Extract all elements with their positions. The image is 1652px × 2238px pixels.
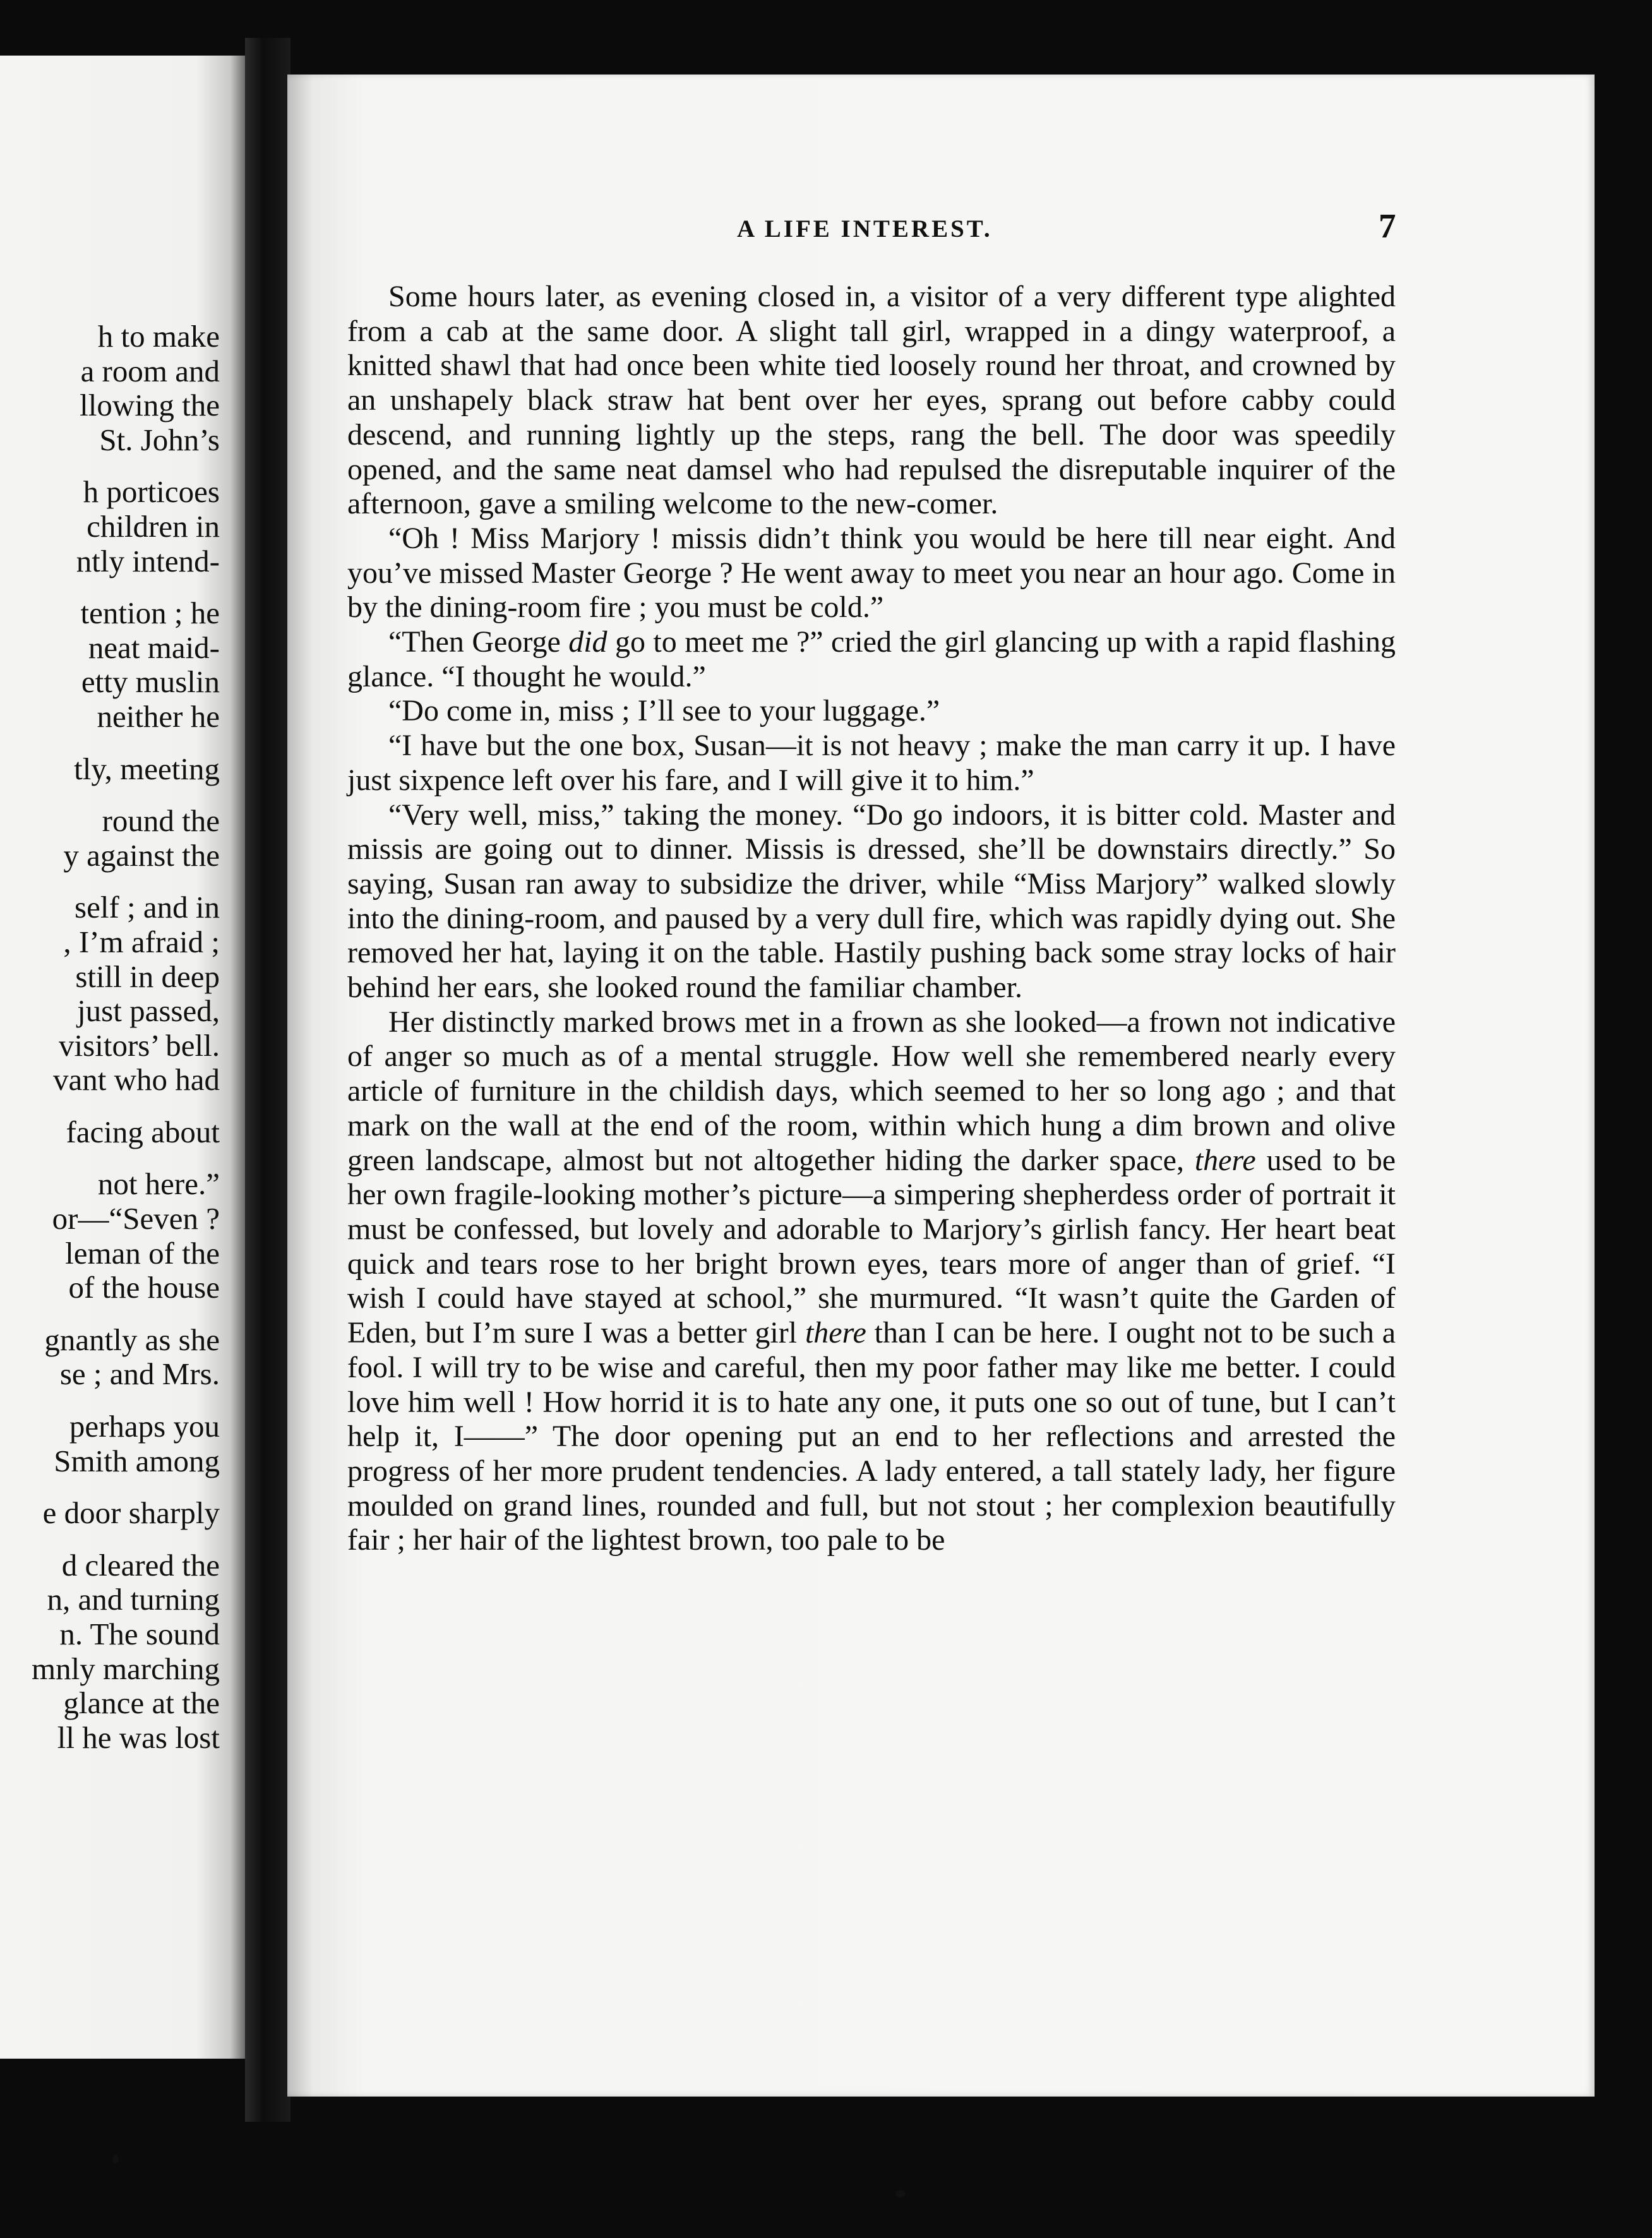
left-page-line: ll he was lost bbox=[57, 1720, 220, 1755]
left-page-line bbox=[32, 457, 220, 475]
left-page-line: d cleared the bbox=[61, 1547, 220, 1583]
page-number: 7 bbox=[1379, 206, 1396, 245]
left-page-line bbox=[32, 873, 220, 890]
left-page-line: e door sharply bbox=[42, 1495, 220, 1531]
body-text bbox=[347, 280, 1396, 1558]
left-page-line: leman of the bbox=[65, 1235, 220, 1271]
left-page-line bbox=[32, 1149, 220, 1167]
scan-speck bbox=[112, 2155, 119, 2163]
left-page-line: Smith among bbox=[54, 1443, 220, 1478]
left-page-line: , I’m afraid ; bbox=[63, 924, 220, 959]
left-page-line: gnantly as she bbox=[44, 1322, 220, 1357]
left-page-line bbox=[32, 1478, 220, 1496]
left-page-line: h to make bbox=[97, 319, 220, 354]
paragraph: “I have but the one box, Susan—it is not heavy ; make the man carry it up. I have just sixpence left over his fare, and I will give it to him.” bbox=[347, 729, 1396, 797]
left-page-line: just passed, bbox=[77, 993, 220, 1029]
left-page-line: neither he bbox=[97, 698, 220, 734]
left-page-line: ntly intend- bbox=[76, 543, 220, 578]
scan-speck bbox=[895, 2190, 906, 2198]
left-page-line bbox=[32, 1531, 220, 1548]
left-page-line: y against the bbox=[63, 837, 220, 873]
left-page-text bbox=[32, 320, 220, 1755]
left-page-line bbox=[32, 578, 220, 596]
left-page-line: tention ; he bbox=[80, 595, 220, 631]
paragraph: “Very well, miss,” taking the money. “Do go indoors, it is bitter cold. Master and missis are going out to dinner. Missis is dressed, she’ll be downstairs directly.” So saying, Susan ran away to subsidize the driver, while “Miss Marjory” walked slowly into the dining-room, and paused by a very dull fire, which was rapidly dying out. She removed her hat, laying it on the table. Hastily pushing back some stray locks of hair behind her ears, she looked round the familiar chamber. bbox=[347, 798, 1396, 1005]
left-page-line: perhaps you bbox=[69, 1409, 220, 1444]
left-page-line: se ; and Mrs. bbox=[59, 1356, 220, 1392]
left-page-line: llowing the bbox=[80, 388, 220, 423]
left-page-line: etty muslin bbox=[81, 664, 220, 700]
left-page-line: round the bbox=[102, 803, 220, 839]
book-gutter bbox=[245, 38, 290, 2122]
left-page-line: still in deep bbox=[75, 959, 220, 994]
left-page-line: self ; and in bbox=[75, 890, 220, 925]
page-header bbox=[287, 206, 1595, 256]
paragraph: “Do come in, miss ; I’ll see to your luggage.” bbox=[388, 694, 940, 728]
left-page-line: glance at the bbox=[63, 1685, 220, 1721]
left-page-line: h porticoes bbox=[83, 474, 220, 510]
paragraph: Some hours later, as evening closed in, a visitor of a very different type alighted from a cab at the same door. A slight tall girl, wrapped in a dingy waterproof, a knitted shawl that had once been white tied loosely round her throat, and crowned by an unshapely black straw hat bent over her eyes, sprang out before cabby could descend, and running lightly up the steps, rang the bell. The door was speedily opened, and the same neat damsel who had repulsed the disreputable inquirer of the afternoon, gave a smiling welcome to the new-comer. bbox=[347, 280, 1396, 521]
left-facing-page bbox=[0, 56, 245, 2059]
left-page-line: n, and turning bbox=[47, 1582, 220, 1617]
paragraph: Her distinctly marked brows met in a frown as she looked—a frown not indicative of anger so much as of a mental struggle. How well she remembered nearly every article of furniture in the childish days, which seemed to her so long ago ; and that mark on the wall at the end of the room, within which hung a dim brown and olive green landscape, almost but not altogether hiding the darker space, there used to be her own fragile-looking mother’s picture—a simpering shepherdess order of portrait it must be confessed, but lovely and adorable to Marjory’s girlish fancy. Her heart beat quick and tears rose to her bright brown eyes, tears more of anger than of grief. “I wish I could have stayed at school,” she murmured. “It wasn’t quite the Garden of Eden, but I’m sure I was a better girl there than I can be here. I ought not to be such a fool. I will try to be wise and careful, then my poor father may like me better. I could love him well ! How horrid it is to hate any one, it puts one so out of tune, but I can’t help it, I——” The door opening put an end to her reflections and arrested the progress of her more prudent tendencies. A lady entered, a tall stately lady, her figure moulded on grand lines, rounded and full, but not stout ; her complexion beautifully fair ; her hair of the lightest brown, too pale to be bbox=[347, 1005, 1396, 1557]
left-page-line bbox=[32, 1098, 220, 1115]
left-page-line bbox=[32, 786, 220, 804]
left-page-line bbox=[32, 1305, 220, 1323]
left-page-line: mnly marching bbox=[31, 1651, 220, 1686]
paragraph: “Then George did go to meet me ?” cried the girl glancing up with a rapid flashing glance. “I thought he would.” bbox=[347, 625, 1396, 693]
left-page-line: vant who had bbox=[53, 1062, 220, 1098]
left-page-line: visitors’ bell. bbox=[59, 1027, 220, 1063]
left-page-line: facing about bbox=[66, 1114, 220, 1149]
running-head: A LIFE INTEREST. bbox=[737, 215, 993, 242]
right-page bbox=[287, 75, 1595, 2097]
left-page-line: not here.” bbox=[97, 1166, 220, 1202]
left-page-line: of the house bbox=[68, 1270, 220, 1305]
paragraph: “Oh ! Miss Marjory ! missis didn’t think you would be here till near eight. And you’ve missed Master George ? He went away to meet you near an hour ago. Come in by the dining-room fire ; you must be cold.” bbox=[347, 521, 1396, 625]
left-page-line: or—“Seven ? bbox=[52, 1201, 220, 1236]
left-page-line: a room and bbox=[80, 353, 220, 388]
left-page-line bbox=[32, 1392, 220, 1409]
left-page-line: children in bbox=[87, 508, 220, 544]
left-page-line: tly, meeting bbox=[74, 751, 220, 786]
left-page-line: n. The sound bbox=[59, 1617, 220, 1651]
left-page-line: neat maid- bbox=[88, 630, 220, 665]
left-page-line: St. John’s bbox=[99, 422, 220, 457]
left-page-line bbox=[32, 734, 220, 752]
